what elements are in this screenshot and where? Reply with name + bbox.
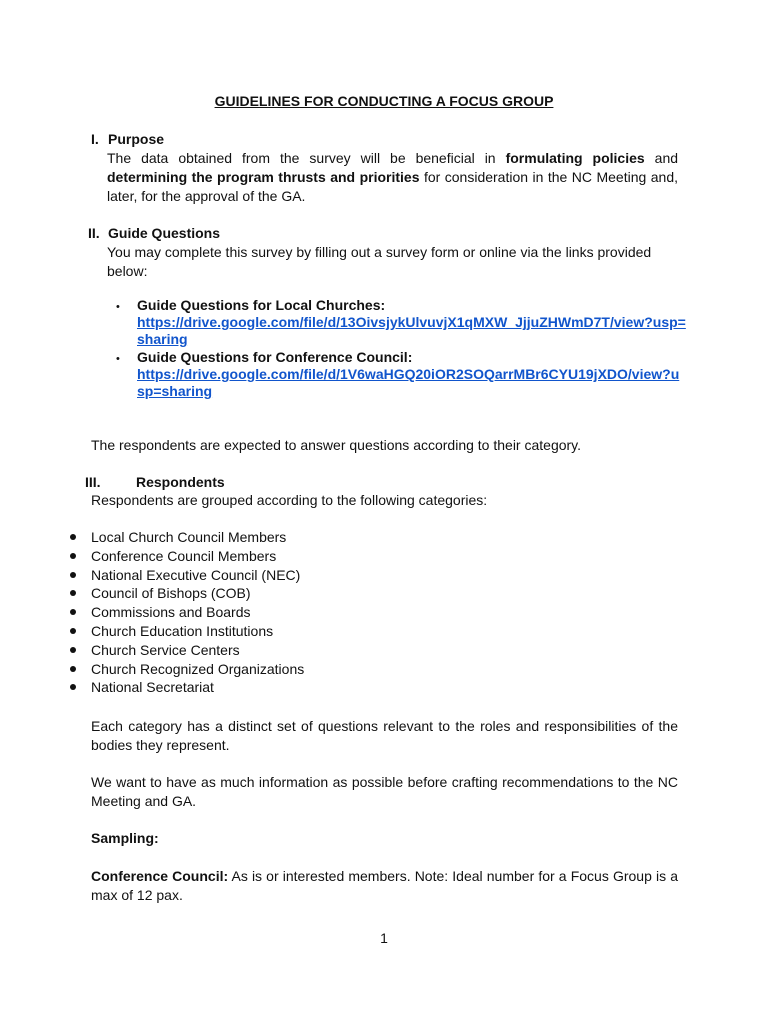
list-item: National Executive Council (NEC) xyxy=(91,566,491,585)
list-item: Church Recognized Organizations xyxy=(91,660,491,679)
bullet-dot-icon xyxy=(70,590,76,596)
section-heading-respondents: Respondents xyxy=(136,474,225,490)
section-number-guide: II. xyxy=(88,225,100,241)
document-title: GUIDELINES FOR CONDUCTING A FOCUS GROUP xyxy=(214,93,554,109)
bullet-dot-icon xyxy=(70,553,76,559)
respondents-intro: Respondents are grouped according to the following categories: xyxy=(91,492,488,508)
bullet-dot-icon xyxy=(70,609,76,615)
list-item: National Secretariat xyxy=(91,678,491,697)
list-item: Church Education Institutions xyxy=(91,622,491,641)
expected-note: The respondents are expected to answer questions according to their category. xyxy=(91,437,582,453)
section-number-respondents: III. xyxy=(85,474,101,490)
bullet-dot-icon xyxy=(70,666,76,672)
guide-item-label: Guide Questions for Local Churches: xyxy=(137,297,386,313)
bullet-dot-icon xyxy=(70,647,76,653)
category-paragraph: Each category has a distinct set of questions relevant to the roles and responsibilities of the bodies they represent. xyxy=(91,718,678,753)
list-item: Council of Bishops (COB) xyxy=(91,584,491,603)
list-item: Church Service Centers xyxy=(91,641,491,660)
info-paragraph: We want to have as much information as possible before crafting recommendations to the NC Meeting and GA. xyxy=(91,774,678,809)
page-number: 1 xyxy=(380,930,388,946)
sampling-paragraph: Conference Council: As is or interested members. Note: Ideal number for a Focus Group is a max of 12 pax. xyxy=(91,868,679,903)
guide-intro: You may complete this survey by filling out a survey form or online via the links provided below: xyxy=(107,244,652,279)
guide-item-local-churches xyxy=(137,297,697,348)
bullet-dot-icon xyxy=(70,628,76,634)
bullet-dot-icon xyxy=(70,572,76,578)
section-number-purpose: I. xyxy=(91,131,99,147)
category-list xyxy=(91,528,491,697)
bullet-dot-icon xyxy=(70,684,76,690)
section-heading-guide: Guide Questions xyxy=(108,225,221,241)
bullet-dot-icon xyxy=(70,534,76,540)
list-item: Local Church Council Members xyxy=(91,528,491,547)
guide-item-label: Guide Questions for Conference Council: xyxy=(137,349,413,365)
guide-link-local-churches[interactable]: https://drive.google.com/file/d/13OivsjykUlvuvjX1qMXW_JjjuZHWmD7T/view?usp= xyxy=(137,314,686,330)
guide-link-conference-council-cont[interactable]: sp=sharing xyxy=(137,383,213,399)
guide-item-conference-council xyxy=(137,349,697,400)
guide-link-conference-council[interactable]: https://drive.google.com/file/d/1V6waHGQ20iOR2SOQarrMBr6CYU19jXDO/view?u xyxy=(137,366,680,382)
guide-link-local-churches-cont[interactable]: sharing xyxy=(137,331,188,347)
sampling-heading: Sampling: xyxy=(91,830,159,846)
bullet-icon: • xyxy=(116,301,120,313)
list-item: Conference Council Members xyxy=(91,547,491,566)
purpose-paragraph: The data obtained from the survey will be beneficial in formulating policies and determining the program thrusts and priorities for consideration in the NC Meeting and, later, for the approval of the GA. xyxy=(107,150,679,204)
section-heading-purpose: Purpose xyxy=(108,131,165,147)
list-item: Commissions and Boards xyxy=(91,603,491,622)
bullet-icon: • xyxy=(116,353,120,365)
